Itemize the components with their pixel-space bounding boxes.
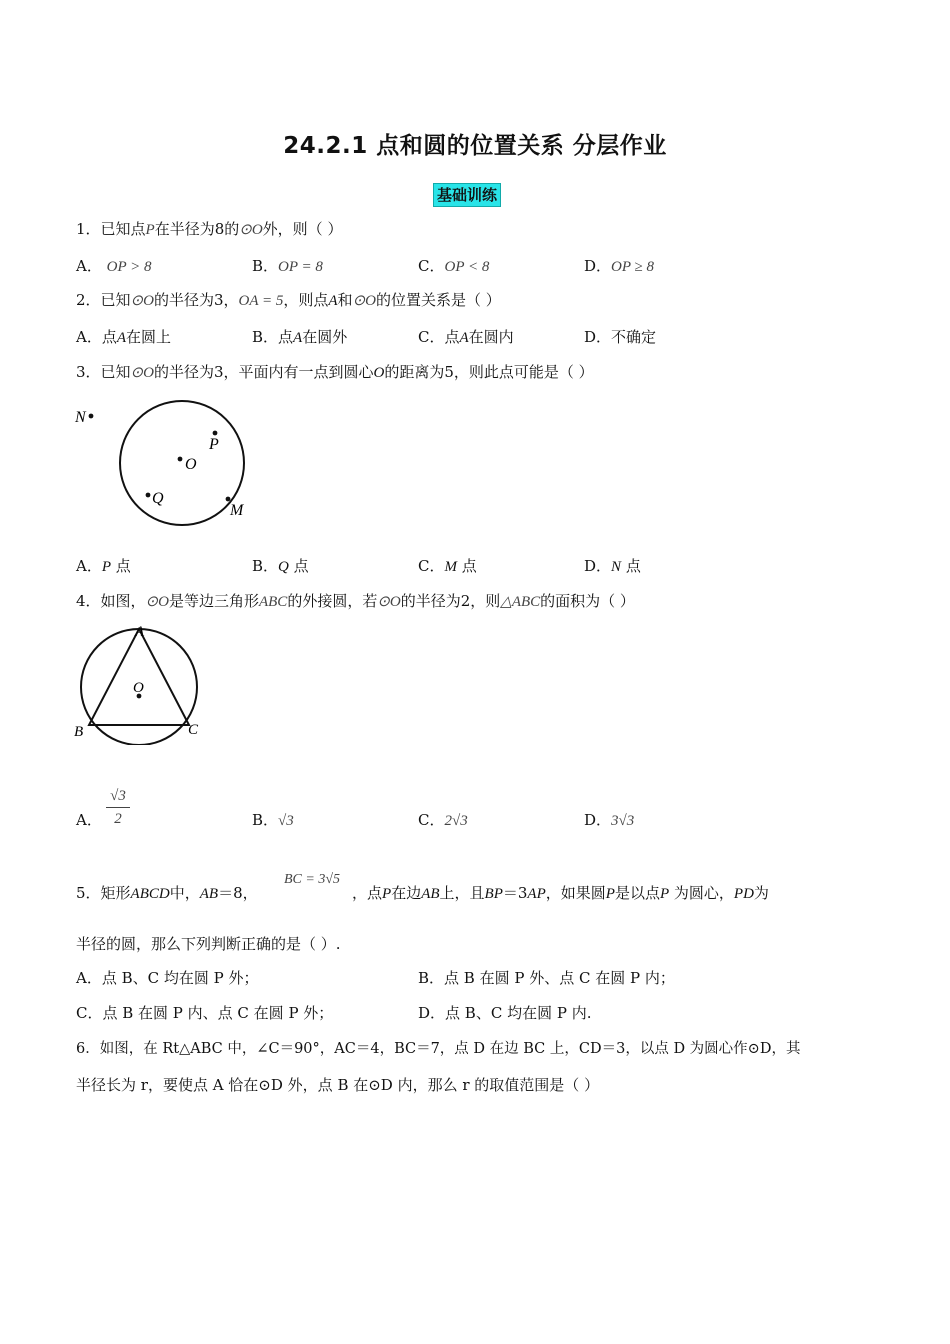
label-o: O	[133, 680, 144, 696]
q4-option-c: C．2√3	[418, 811, 468, 829]
triangle-abc	[89, 629, 189, 725]
q1-text: 外，则（ ）	[262, 220, 343, 238]
q1-text: 1．已知点	[76, 220, 146, 238]
q1-circle: ⊙O	[239, 222, 263, 238]
q1-option-a: A． OP > 8	[76, 257, 152, 275]
q1-var: P	[145, 222, 155, 238]
q1-option-c: C．OP < 8	[418, 257, 490, 275]
question-5-line-1: 5．矩形ABCD中，AB＝8，	[76, 884, 258, 902]
q2-option-d: D．不确定	[584, 328, 657, 346]
page-title: 24.2.1 点和圆的位置关系 分层作业	[283, 133, 667, 159]
point-m	[226, 497, 231, 502]
point-p	[213, 431, 218, 436]
q4-option-b: B．√3	[252, 811, 294, 829]
q1-option-b: B．OP = 8	[252, 257, 323, 275]
q3-option-a: A．P 点	[76, 557, 131, 575]
question-5-line-2: 半径的圆，那么下列判断正确的是（ ）.	[76, 935, 341, 953]
label-q: Q	[152, 490, 164, 507]
q1-text: 在半径为8的	[154, 220, 240, 238]
question-5-line-1b: ，点P在边AB上，且BP＝3AP，如果圆P是以点P 为圆心，PD为	[352, 884, 769, 902]
label-a: A	[135, 624, 145, 640]
q2-option-c: C．点A在圆内	[418, 328, 514, 346]
question-3: 3．已知⊙O的半径为3，平面内有一点到圆心O的距离为5，则此点可能是（ ）	[76, 363, 594, 381]
question-4: 4．如图，⊙O是等边三角形ABC的外接圆，若⊙O的半径为2，则△ABC的面积为（ ）	[76, 592, 635, 610]
q4-triangle-figure	[70, 620, 210, 745]
point-o	[178, 457, 183, 462]
label-b: B	[74, 724, 84, 740]
point-q	[146, 493, 151, 498]
q1-option-d: D．OP ≥ 8	[584, 257, 654, 275]
q5-option-d: D．点 B、C 均在圆 P 内.	[418, 1004, 592, 1022]
q4-option-d: D．3√3	[584, 811, 635, 829]
fraction-denominator: 2	[114, 811, 122, 827]
section-label: 基础训练	[433, 183, 501, 207]
question-1	[76, 219, 342, 240]
label-m: M	[230, 502, 244, 519]
label-c: C	[188, 722, 199, 738]
q3-circle-figure	[70, 395, 260, 530]
q4-option-a-fraction	[106, 786, 130, 829]
question-6-line-2: 半径长为 r，要使点 A 恰在⊙D 外，点 B 在⊙D 内，那么 r 的取值范围是（ ）	[76, 1076, 600, 1094]
label-p: P	[209, 436, 219, 453]
label-o: O	[185, 456, 197, 473]
q4-option-a: A．	[76, 811, 102, 829]
circle-o	[120, 401, 244, 525]
q5-option-a: A．点 B、C 均在圆 P 外；	[76, 969, 259, 987]
fraction-numerator: √3	[110, 788, 126, 804]
question-6-line-1: 6．如图，在 Rt△ABC 中，∠C＝90°，AC＝4，BC＝7，点 D 在边 BC 上，CD＝3，以点 D 为圆心作⊙D，其	[76, 1041, 801, 1057]
q5-option-c: C．点 B 在圆 P 内、点 C 在圆 P 外；	[76, 1004, 334, 1022]
q2-option-b: B．点A在圆外	[252, 328, 348, 346]
q3-option-c: C．M 点	[418, 557, 477, 575]
q5-option-b: B．点 B 在圆 P 外、点 C 在圆 P 内；	[418, 969, 675, 987]
label-n: N	[75, 409, 86, 426]
q3-option-b: B．Q 点	[252, 557, 309, 575]
q2-option-a: A．点A在圆上	[76, 328, 172, 346]
point-n	[89, 414, 94, 419]
question-2: 2．已知⊙O的半径为3，OA = 5，则点A和⊙O的位置关系是（ ）	[76, 291, 501, 309]
fraction-bar	[106, 807, 130, 808]
q3-option-d: D．N 点	[584, 557, 641, 575]
q5-bc-expression: BC = 3√5	[284, 872, 341, 887]
